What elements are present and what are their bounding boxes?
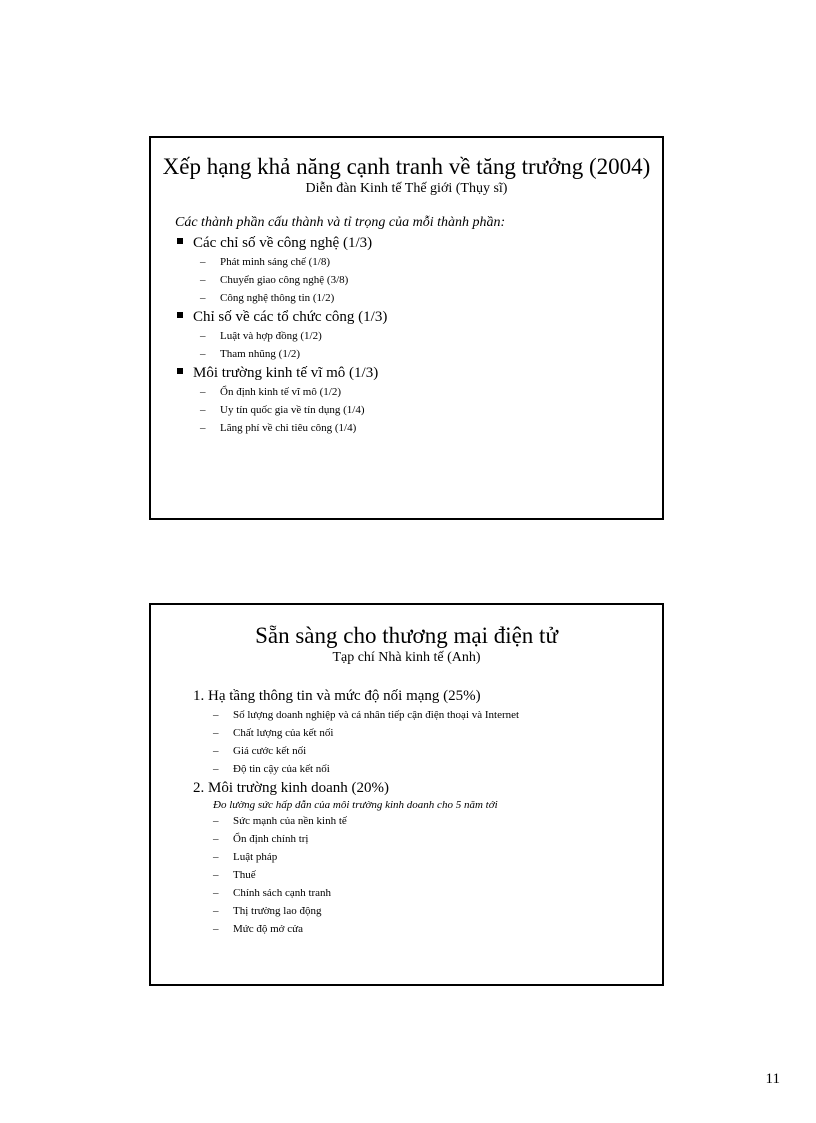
slide-1-list [175, 233, 662, 437]
list-subitem: – Thuế [213, 869, 256, 882]
list-subitem: – Lãng phí về chi tiêu công (1/4) [200, 422, 357, 435]
square-bullet-icon [177, 368, 183, 374]
list-subitem: – Ổn định kinh tế vĩ mô (1/2) [200, 386, 341, 399]
slide-2-title: Sẵn sàng cho thương mại điện tử [255, 623, 558, 648]
list-subitem: – Số lượng doanh nghiệp và cá nhân tiếp cận điện thoại và Internet [213, 709, 520, 722]
slide-1 [149, 136, 664, 520]
list-subitem: – Sức mạnh của nền kinh tế [213, 815, 347, 828]
list-subitem: – Chuyển giao công nghệ (3/8) [200, 274, 349, 287]
list-item: Các chỉ số về công nghệ (1/3) [175, 233, 662, 253]
slide-1-subtitle: Diễn đàn Kinh tế Thế giới (Thụy sĩ) [305, 181, 508, 197]
page-number: 11 [765, 1071, 780, 1087]
square-bullet-icon [177, 312, 183, 318]
slide-2-list [193, 686, 662, 938]
slide-1-title: Xếp hạng khả năng cạnh tranh về tăng trưởng (2004) [162, 154, 651, 179]
list-subitem: – Uy tín quốc gia về tín dụng (1/4) [200, 404, 365, 417]
section-note: Đo lường sức hấp dẫn của môi trường kinh doanh cho 5 năm tới [213, 799, 498, 812]
list-subitem: – Phát minh sáng chế (1/8) [200, 256, 330, 269]
list-subitem: – Công nghệ thông tin (1/2) [200, 292, 335, 305]
list-subitem: – Luật và hợp đồng (1/2) [200, 330, 322, 343]
list-subitem: – Giá cước kết nối [213, 745, 307, 758]
numbered-heading: 1. Hạ tầng thông tin và mức độ nối mạng (25%) [193, 688, 481, 705]
slide-2 [149, 603, 664, 986]
list-subitem: – Chất lượng của kết nối [213, 727, 334, 740]
list-item: Môi trường kinh tế vĩ mô (1/3) [175, 363, 662, 383]
list-subitem: – Ổn định chính trị [213, 833, 309, 846]
list-subitem: – Độ tin cậy của kết nối [213, 763, 330, 776]
list-subitem: – Mức độ mở cửa [213, 923, 303, 936]
list-subitem: – Thị trường lao động [213, 905, 322, 918]
square-bullet-icon [177, 238, 183, 244]
list-subitem: – Tham nhũng (1/2) [200, 348, 301, 361]
list-subitem: – Chính sách cạnh tranh [213, 887, 332, 900]
list-item: Chỉ số về các tổ chức công (1/3) [175, 307, 662, 327]
slide-1-intro: Các thành phần cấu thành và tỉ trọng của mỗi thành phần: [175, 215, 506, 231]
numbered-heading: 2. Môi trường kinh doanh (20%) [193, 780, 390, 797]
list-subitem: – Luật pháp [213, 851, 278, 864]
slide-2-subtitle: Tạp chí Nhà kinh tế (Anh) [332, 650, 481, 666]
